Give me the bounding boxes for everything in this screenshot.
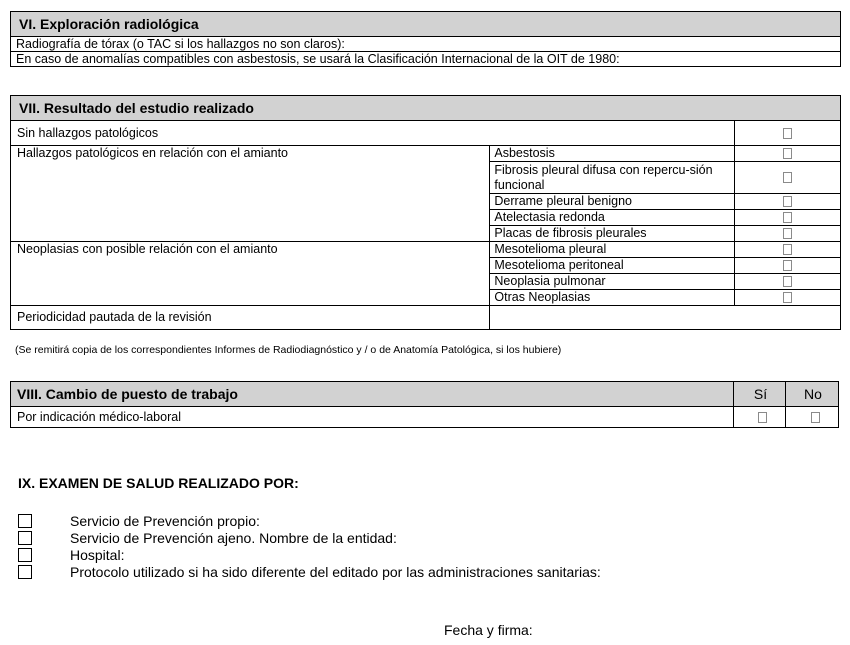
neoplasia-pleural-mesothelioma-checkbox-cell[interactable] — [735, 242, 841, 258]
section-result-table — [10, 95, 841, 330]
periodicity-input[interactable] — [490, 306, 841, 330]
finding-atelectasis-checkbox-cell[interactable] — [735, 210, 841, 226]
neoplasia-pulmonary-checkbox-cell[interactable] — [735, 274, 841, 290]
checkbox[interactable] — [783, 244, 792, 255]
neoplasia-label: Neoplasias con posible relación con el amianto — [11, 242, 490, 306]
medical-indication-label: Por indicación médico-laboral — [11, 407, 734, 428]
finding-pleural-fibrosis-checkbox-cell[interactable] — [735, 162, 841, 194]
finding-pleural-plaques: Placas de fibrosis pleurales — [490, 226, 735, 242]
finding-pleural-fibrosis: Fibrosis pleural difusa con repercu-sión funcional — [490, 162, 735, 194]
no-findings-label: Sin hallazgos patológicos — [11, 121, 735, 146]
finding-pleural-plaques-checkbox-cell[interactable] — [735, 226, 841, 242]
checkbox[interactable] — [758, 412, 767, 423]
finding-pleural-effusion-checkbox-cell[interactable] — [735, 194, 841, 210]
checkbox[interactable] — [783, 228, 792, 239]
radiology-row-chest: Radiografía de tórax (o TAC si los hallazgos no son claros): — [11, 37, 841, 52]
periodicity-label: Periodicidad pautada de la revisión — [11, 306, 490, 330]
job-change-no-cell[interactable] — [786, 407, 839, 428]
checkbox[interactable] — [783, 148, 792, 159]
section-ix-title: IX. EXAMEN DE SALUD REALIZADO POR: — [18, 475, 299, 491]
finding-asbestosis-checkbox-cell[interactable] — [735, 146, 841, 162]
yes-header: Sí — [734, 382, 786, 407]
neoplasia-peritoneal-mesothelioma: Mesotelioma peritoneal — [490, 258, 735, 274]
option-label: Servicio de Prevención ajeno. Nombre de la entidad: — [70, 530, 397, 546]
checkbox[interactable] — [783, 292, 792, 303]
job-change-yes-cell[interactable] — [734, 407, 786, 428]
checkbox[interactable] — [783, 276, 792, 287]
checkbox[interactable] — [811, 412, 820, 423]
option-label: Hospital: — [70, 547, 125, 563]
finding-asbestosis: Asbestosis — [490, 146, 735, 162]
section-vi-title: VI. Exploración radiológica — [11, 12, 841, 37]
signature-date-label: Fecha y firma: — [444, 622, 533, 638]
no-header: No — [786, 382, 839, 407]
section-vii-title: VII. Resultado del estudio realizado — [11, 96, 841, 121]
finding-pleural-effusion: Derrame pleural benigno — [490, 194, 735, 210]
checkbox[interactable] — [783, 212, 792, 223]
section-viii-title: VIII. Cambio de puesto de trabajo — [11, 382, 734, 407]
neoplasia-other-checkbox-cell[interactable] — [735, 290, 841, 306]
checkbox[interactable] — [783, 128, 792, 139]
finding-atelectasis: Atelectasia redonda — [490, 210, 735, 226]
checkbox[interactable] — [18, 531, 32, 545]
checkbox[interactable] — [18, 548, 32, 562]
option-label: Servicio de Prevención propio: — [70, 513, 260, 529]
checkbox[interactable] — [18, 514, 32, 528]
section-radiology-table — [10, 11, 841, 67]
checkbox[interactable] — [783, 172, 792, 183]
neoplasia-peritoneal-mesothelioma-checkbox-cell[interactable] — [735, 258, 841, 274]
option-label: Protocolo utilizado si ha sido diferente del editado por las administraciones sanitarias: — [70, 564, 601, 580]
section-vii-note: (Se remitirá copia de los correspondientes Informes de Radiodiagnóstico y / o de Anatomía Patológica, si los hubiere) — [15, 344, 562, 356]
checkbox[interactable] — [783, 196, 792, 207]
neoplasia-pulmonary: Neoplasia pulmonar — [490, 274, 735, 290]
no-findings-checkbox-cell[interactable] — [735, 121, 841, 146]
checkbox[interactable] — [18, 565, 32, 579]
asbestos-findings-label: Hallazgos patológicos en relación con el amianto — [11, 146, 490, 242]
section-job-change-table — [10, 381, 839, 428]
checkbox[interactable] — [783, 260, 792, 271]
neoplasia-other: Otras Neoplasias — [490, 290, 735, 306]
neoplasia-pleural-mesothelioma: Mesotelioma pleural — [490, 242, 735, 258]
radiology-row-oit: En caso de anomalías compatibles con asbestosis, se usará la Clasificación Internacional de la OIT de 1980: — [11, 52, 841, 67]
